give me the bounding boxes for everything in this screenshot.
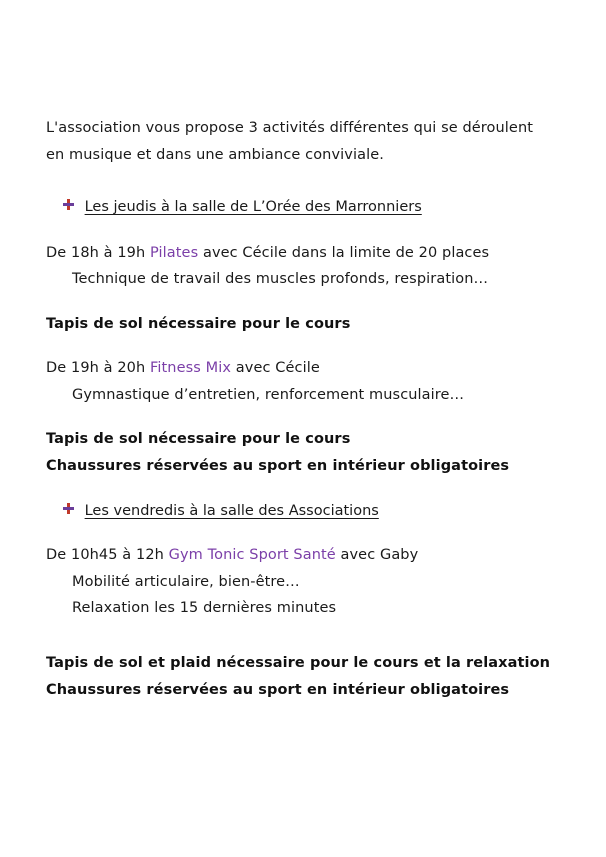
intro-line-1: L'association vous propose 3 activités différentes qui se déroulent — [46, 120, 534, 136]
section-heading-vendredis — [62, 501, 379, 521]
fitness-note-1: Tapis de sol nécessaire pour le cours — [46, 431, 351, 447]
intro-line-2: en musique et dans une ambiance conviviale. — [46, 147, 384, 163]
gym-description-2: Relaxation les 15 dernières minutes — [72, 600, 337, 616]
pilates-note: Tapis de sol nécessaire pour le cours — [46, 316, 351, 332]
section-heading-text: Les vendredis à la salle des Associations — [84, 503, 379, 519]
pilates-activity-name: Pilates — [150, 245, 199, 261]
pilates-description: Technique de travail des muscles profonds, respiration… — [72, 271, 489, 287]
fitness-activity-name: Fitness Mix — [150, 360, 232, 376]
gym-time: De 10h45 à 12h — [46, 547, 164, 563]
gym-details: avec Gaby — [340, 547, 419, 563]
gym-note-1: Tapis de sol et plaid nécessaire pour le cours et la relaxation — [46, 655, 551, 671]
pilates-time: De 18h à 19h — [46, 245, 146, 261]
fitness-time: De 19h à 20h — [46, 360, 146, 376]
fitness-schedule — [46, 358, 320, 378]
pilates-details: avec Cécile dans la limite de 20 places — [202, 245, 490, 261]
section-heading-jeudis — [62, 197, 422, 217]
pilates-schedule — [46, 243, 489, 263]
gym-schedule — [46, 545, 418, 565]
fitness-details: avec Cécile — [235, 360, 320, 376]
fitness-description: Gymnastique d’entretien, renforcement musculaire… — [72, 387, 465, 403]
intro-paragraph — [46, 115, 568, 169]
section-heading-text: Les jeudis à la salle de L’Orée des Marronniers — [84, 199, 422, 215]
gym-activity-name: Gym Tonic Sport Santé — [168, 547, 336, 563]
cross-bullet-icon — [62, 502, 76, 516]
cross-bullet-icon — [62, 198, 76, 212]
fitness-note-2: Chaussures réservées au sport en intérieur obligatoires — [46, 458, 510, 474]
gym-description-1: Mobilité articulaire, bien-être… — [72, 574, 300, 590]
gym-note-2: Chaussures réservées au sport en intérieur obligatoires — [46, 682, 510, 698]
